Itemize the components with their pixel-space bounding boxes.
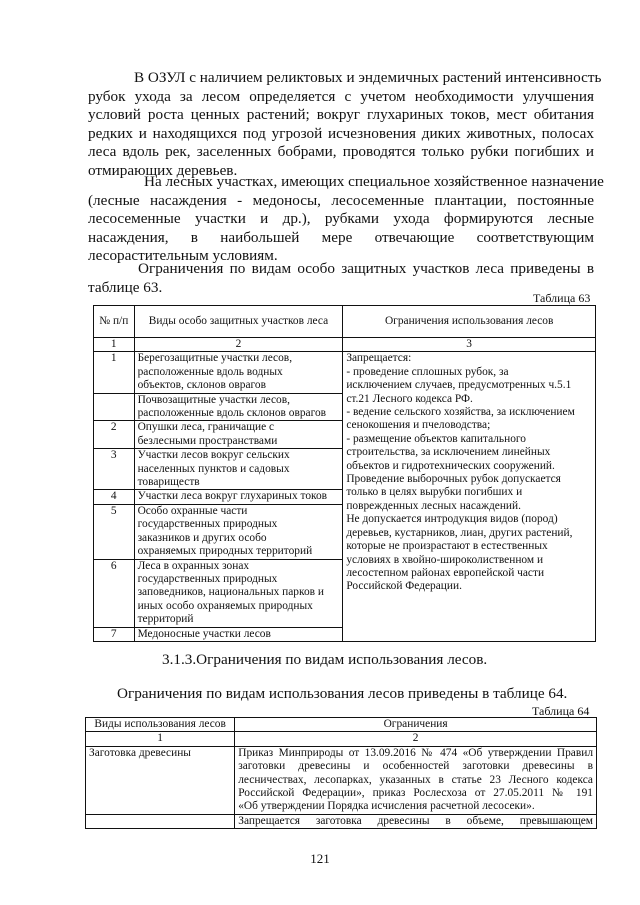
text-line: (лесные насаждения - медоносы, лесосеменные плантации, постоянные bbox=[88, 191, 594, 209]
cell-line: лесостепном районах европейской части bbox=[346, 566, 545, 579]
cell-line: Приказ Минприроды от 13.09.2016 № 474 «Об утверждении Правил bbox=[238, 746, 593, 759]
table-64 bbox=[85, 717, 597, 829]
cell-line: Российской Федерации», приказ Рослесхоза от 27.05.2011 № 191 bbox=[238, 787, 593, 800]
cell-line: населенных пунктов и садовых bbox=[137, 462, 290, 475]
text-line: условий роста ценных растений; вокруг глухариных токов, мест обитания bbox=[88, 106, 594, 124]
cell-line: Опушки леса, граничащие с bbox=[137, 421, 275, 434]
section-heading: 3.1.3.Ограничения по видам использования лесов. bbox=[162, 651, 488, 668]
cell-line: Российской Федерации. bbox=[346, 580, 462, 593]
cell-line: Проведение выборочных рубок допускается bbox=[346, 473, 561, 486]
paragraph-special-purpose bbox=[88, 173, 604, 266]
table-row bbox=[86, 746, 597, 814]
cell-line: лесничествах, лесопарках, указанных в статье 23 Лесного кодекса bbox=[238, 773, 593, 786]
cell-line: - ведение сельского хозяйства, за исключением bbox=[346, 406, 575, 419]
cell-line: государственных природных bbox=[137, 518, 278, 531]
row-num: 7 bbox=[94, 627, 135, 641]
colnum-2: 2 bbox=[235, 732, 597, 746]
cell-line: иных особо охраняемых природных bbox=[137, 599, 313, 612]
table-row bbox=[86, 814, 597, 828]
usage-type-cell: Заготовка древесины bbox=[86, 746, 235, 814]
text-line: лесорастительным условиям. bbox=[88, 247, 278, 265]
text-line: насаждения, в наибольшей мере отвечающие соответствующим bbox=[88, 228, 594, 246]
cell-line: которые не произрастают в естественных bbox=[346, 540, 548, 553]
cell-line: территорий bbox=[137, 613, 194, 626]
cell-line: объектов и гидротехнических сооружений. bbox=[346, 459, 555, 472]
zone-type-cell bbox=[134, 559, 343, 627]
cell-line: Леса в охранных зонах bbox=[137, 559, 250, 572]
cell-line: Особо охранные части bbox=[137, 504, 248, 517]
cell-line: расположенные вдоль склонов оврагов bbox=[137, 407, 327, 420]
cell-line: - проведение сплошных рубок, за bbox=[346, 365, 509, 378]
header-num: № п/п bbox=[94, 306, 135, 338]
row-num: 3 bbox=[94, 449, 135, 490]
text-line: Ограничения по видам особо защитных участков леса приведены в bbox=[138, 260, 594, 277]
cell-line: поврежденных лесных насаждений. bbox=[346, 499, 521, 512]
cell-line: заказников и других особо bbox=[137, 531, 267, 544]
header-restrictions: Ограничения использования лесов bbox=[343, 306, 596, 338]
cell-line: Не допускается интродукция видов (пород) bbox=[346, 513, 558, 526]
page-number: 121 bbox=[310, 851, 330, 866]
text-line: На лесных участках, имеющих специальное хозяйственное назначение bbox=[144, 173, 604, 190]
restriction-cell bbox=[235, 746, 597, 814]
cell-line: - размещение объектов капитального bbox=[346, 432, 526, 445]
zone-type-cell bbox=[134, 490, 343, 504]
cell-line: «Об утверждении Порядка исчисления расчетной лесосеки». bbox=[238, 800, 535, 813]
row-num: 5 bbox=[94, 504, 135, 559]
cell-line: условиях в хвойно-широколиственном и bbox=[346, 553, 544, 566]
cell-line: исключением случаев, предусмотренных ч.5.1 bbox=[346, 379, 572, 392]
paragraph-relict-plants bbox=[88, 69, 602, 181]
row-num: 6 bbox=[94, 559, 135, 627]
row-num: 4 bbox=[94, 490, 135, 504]
cell-line: Медоносные участки лесов bbox=[137, 627, 271, 640]
zone-type-cell bbox=[134, 352, 343, 393]
restriction-cell bbox=[235, 814, 597, 828]
header-zone-type: Виды особо защитных участков леса bbox=[134, 306, 343, 338]
text-line: лесосеменные участки и др.), рубками ухода формируются лесные bbox=[88, 210, 594, 228]
text-line: таблице 63. bbox=[88, 278, 163, 296]
cell-line: деревьев, кустарников, лиан, других растений, bbox=[346, 526, 573, 539]
text-line: редких и находящихся под угрозой исчезновения диких животных, полосах bbox=[88, 124, 594, 142]
cell-line: Почвозащитные участки лесов, bbox=[137, 393, 290, 406]
cell-line: сенокошения и пчеловодства; bbox=[346, 419, 491, 432]
zone-type-cell bbox=[134, 421, 343, 449]
row-num bbox=[94, 393, 135, 421]
cell-line: товариществ bbox=[137, 476, 200, 489]
header-usage-type: Виды использования лесов bbox=[86, 718, 235, 732]
text-line: рубок ухода за лесом определяется с учетом необходимости улучшения bbox=[88, 87, 594, 105]
cell-line: расположенные вдоль водных bbox=[137, 365, 283, 378]
zone-type-cell bbox=[134, 504, 343, 559]
cell-line: Запрещается заготовка древесины в объеме, превышающем bbox=[238, 814, 593, 827]
zone-type-cell bbox=[134, 449, 343, 490]
header-restrictions: Ограничения bbox=[235, 718, 597, 732]
colnum-3: 3 bbox=[343, 338, 596, 352]
cell-line: охраняемых природных территорий bbox=[137, 545, 313, 558]
colnum-2: 2 bbox=[134, 338, 343, 352]
cell-line: ст.21 Лесного кодекса РФ. bbox=[346, 392, 473, 405]
cell-line: строительства, за исключением линейных bbox=[346, 446, 551, 459]
zone-type-cell bbox=[134, 627, 343, 641]
table-row bbox=[94, 352, 596, 393]
cell-line: заготовки древесины и особенностей заготовки древесины в bbox=[238, 760, 593, 773]
text-line: леса вдоль рек, заселенных бобрами, проводятся только рубки погибших и bbox=[88, 143, 594, 161]
cell-line: государственных природных bbox=[137, 572, 278, 585]
cell-line: Берегозащитные участки лесов, bbox=[137, 352, 293, 365]
cell-line: заповедников, национальных парков и bbox=[137, 586, 324, 599]
zone-type-cell bbox=[134, 393, 343, 421]
text-line: В ОЗУЛ с наличием реликтовых и эндемичных растений интенсивность bbox=[134, 69, 602, 86]
text-line: отмирающих деревьев. bbox=[88, 161, 238, 179]
table-63 bbox=[93, 305, 596, 642]
colnum-1: 1 bbox=[86, 732, 235, 746]
cell-line: Участки лесов вокруг сельских bbox=[137, 449, 290, 462]
cell-line: безлесными пространствами bbox=[137, 434, 278, 447]
cell-line: объектов, склонов оврагов bbox=[137, 379, 266, 392]
row-num: 2 bbox=[94, 421, 135, 449]
cell-line: Запрещается: bbox=[346, 352, 412, 365]
cell-line: Участки леса вокруг глухариных токов bbox=[137, 490, 328, 503]
paragraph-table64-intro: Ограничения по видам использования лесов приведены в таблице 64. bbox=[117, 685, 568, 702]
paragraph-table63-intro bbox=[88, 260, 594, 297]
table63-caption: Таблица 63 bbox=[533, 291, 591, 305]
cell-line: только в целях вырубки погибших и bbox=[346, 486, 523, 499]
usage-type-cell bbox=[86, 814, 235, 828]
table64-caption: Таблица 64 bbox=[532, 704, 590, 718]
row-num: 1 bbox=[94, 352, 135, 393]
restrictions-cell bbox=[343, 352, 596, 642]
colnum-1: 1 bbox=[94, 338, 135, 352]
